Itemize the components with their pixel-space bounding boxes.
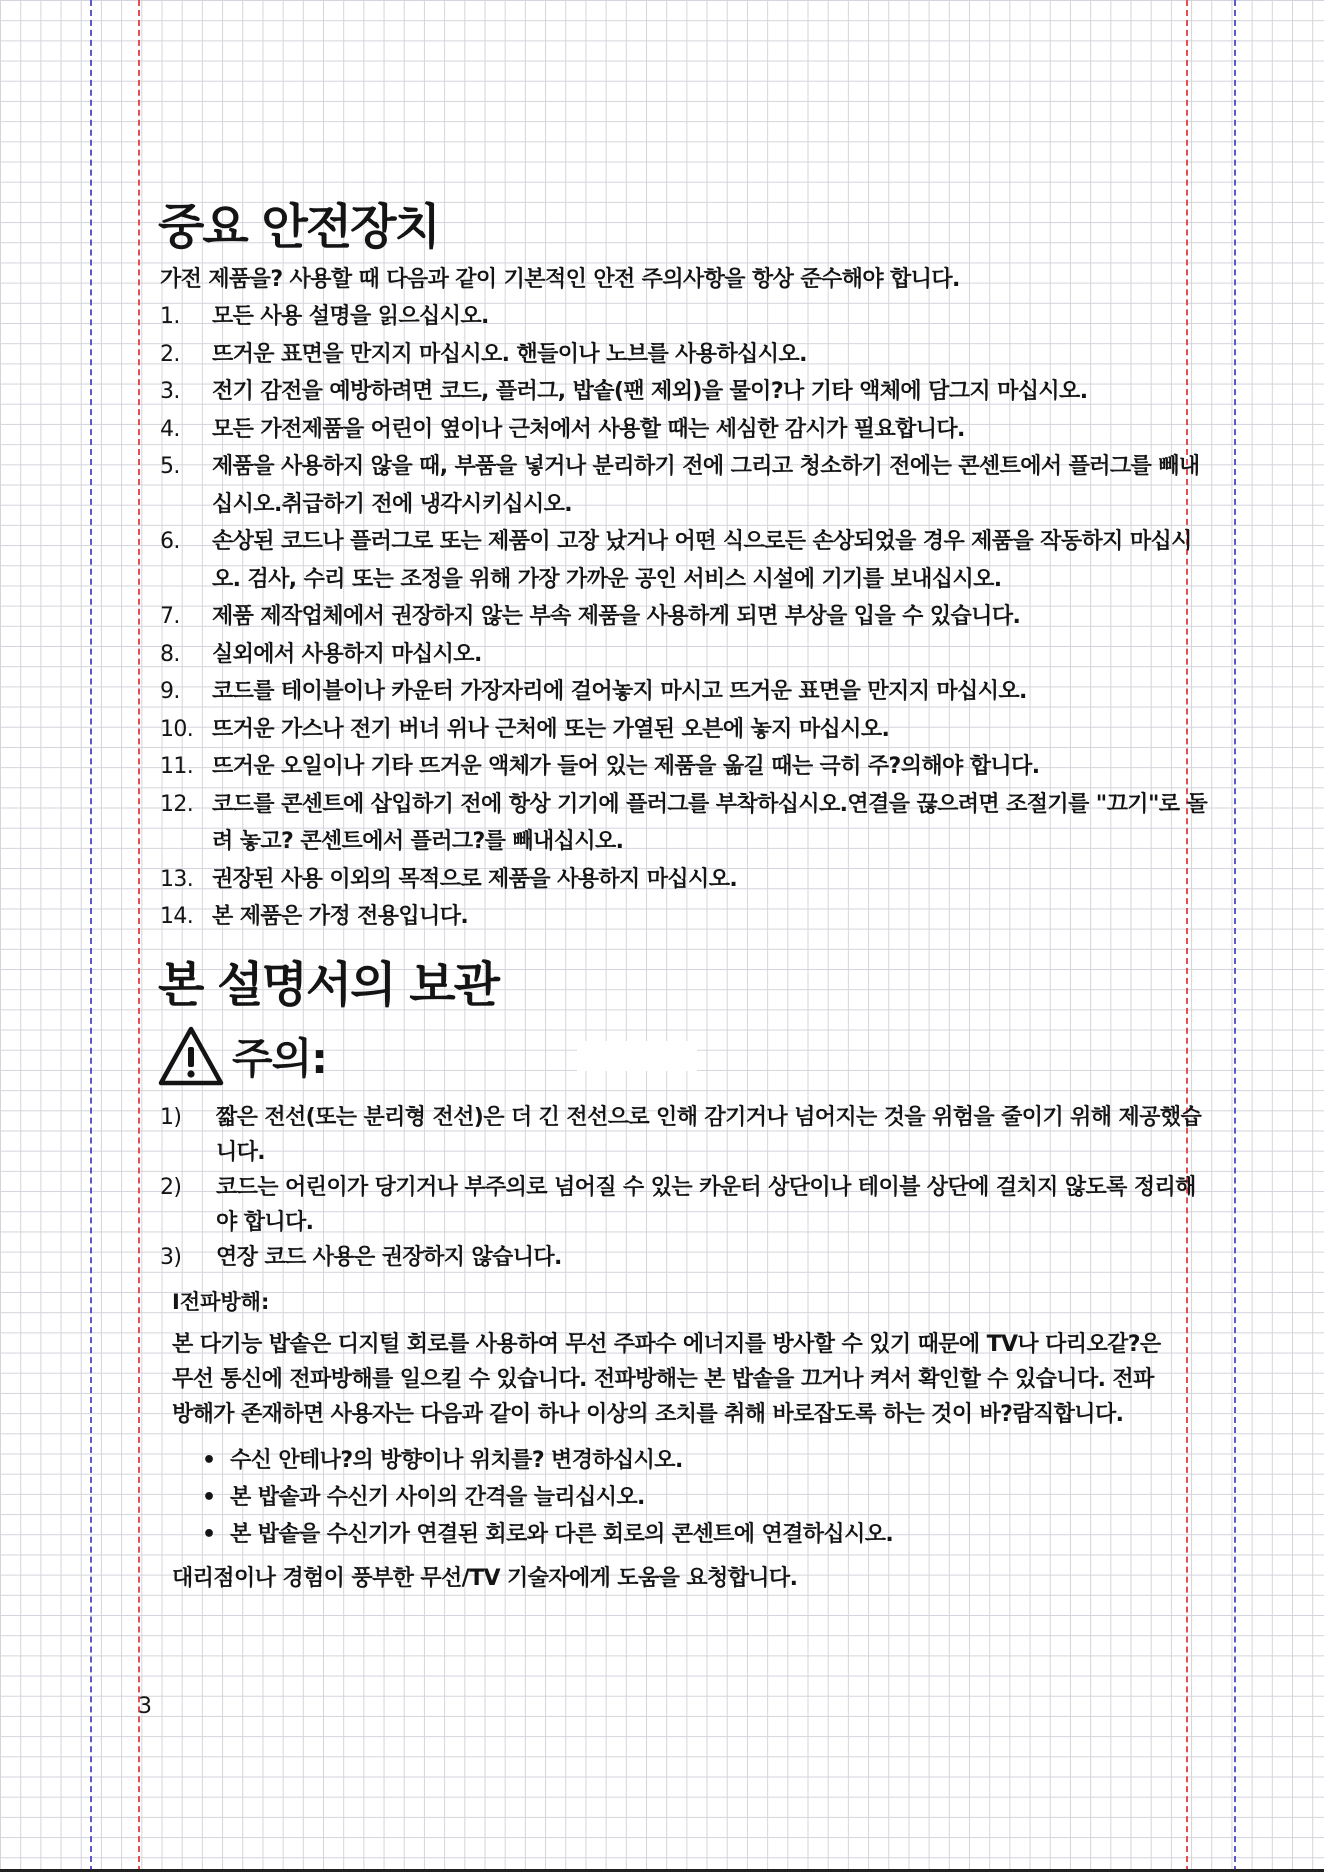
bullet-icon: •	[202, 1484, 216, 1510]
item-number: 2.	[160, 341, 180, 367]
item-text: 전기 감전을 예방하려면 코드, 플러그, 밥솥(팬 제외)을 물이?나 기타 액체에 담그지 마십시오.	[212, 379, 1088, 404]
safety-list	[158, 298, 1208, 936]
item-number: 1.	[160, 304, 180, 329]
list-item	[172, 1479, 1172, 1516]
item-text: 본 제품은 가정 전용입니다.	[212, 904, 469, 929]
intro-text: 가전 제품을? 사용할 때 다음과 같이 기본적인 안전 주의사항을 항상 준수해야 합니다.	[160, 267, 960, 292]
item-text: 연장 코드 사용은 권장하지 않습니다.	[216, 1244, 562, 1270]
rf-body: 본 다기능 밥솥은 디지털 회로를 사용하여 무선 주파수 에너지를 방사할 수 있기 때문에 TV나 다리오같?은 무선 통신에 전파방해를 일으킬 수 있습니다. 전파방해는 본 밥솥을 끄거나 켜서 확인할 수 있습니다. 전파방해가 존재하면 사용자는 다음과 같이 하나 이상의 조치를 취해 바로잡도록 하는 것이 바?람직합니다.	[172, 1331, 1161, 1427]
item-text: 코드를 콘센트에 삽입하기 전에 항상 기기에 플러그를 부착하십시오.연결을 끊으려면 조절기를 "끄기"로 돌려 놓고? 콘센트에서 플러그?를 빼내십시오.	[212, 791, 1208, 854]
item-number: 4.	[160, 416, 180, 442]
item-text: 본 밥솥을 수신기가 연결된 회로와 다른 회로의 콘센트에 연결하십시오.	[230, 1521, 894, 1547]
bullet-icon: •	[202, 1447, 216, 1473]
item-text: 모든 가전제품을 어린이 옆이나 근처에서 사용할 때는 세심한 감시가 필요합니다.	[212, 416, 965, 442]
item-text: 짧은 전선(또는 분리형 전선)은 더 긴 전선으로 인해 감기거나 넘어지는 것을 위험을 줄이기 위해 제공했습니다.	[216, 1104, 1202, 1165]
list-item	[158, 411, 1208, 449]
item-number: 2)	[160, 1174, 182, 1200]
item-text: 코드를 테이블이나 카운터 가장자리에 걸어놓지 마시고 뜨거운 표면을 만지지 마십시오.	[212, 679, 1027, 704]
item-number: 6.	[160, 529, 180, 554]
list-item	[172, 1442, 1172, 1479]
item-text: 뜨거운 표면을 만지지 마십시오. 핸들이나 노브를 사용하십시오.	[212, 341, 807, 367]
list-item	[158, 711, 1208, 749]
list-item	[158, 298, 1208, 336]
item-text: 코드는 어린이가 당기거나 부주의로 넘어질 수 있는 카운터 상단이나 테이블 상단에 걸치지 않도록 정리해야 합니다.	[216, 1174, 1196, 1235]
list-item	[158, 1100, 1208, 1170]
list-item	[158, 373, 1208, 411]
margin-guide-line	[1234, 0, 1236, 1872]
item-text: 수신 안테나?의 방향이나 위치를? 변경하십시오.	[230, 1447, 683, 1473]
list-item	[158, 898, 1208, 936]
item-number: 7.	[160, 604, 180, 629]
item-number: 12.	[160, 791, 194, 817]
item-number: 8.	[160, 641, 180, 667]
redaction-patch	[577, 1041, 697, 1071]
document-page	[158, 196, 1208, 1597]
item-number: 10.	[160, 716, 194, 742]
list-item	[158, 786, 1208, 861]
warning-triangle-icon	[158, 1025, 224, 1087]
item-number: 1)	[160, 1104, 182, 1130]
list-item	[172, 1516, 1172, 1553]
caution-heading	[158, 1020, 1208, 1092]
item-text: 제품 제작업체에서 권장하지 않는 부속 제품을 사용하게 되면 부상을 입을 수 있습니다.	[212, 604, 1021, 629]
item-text: 실외에서 사용하지 마십시오.	[212, 641, 482, 667]
item-text: 본 밥솥과 수신기 사이의 간격을 늘리십시오.	[230, 1484, 645, 1510]
item-text: 손상된 코드나 플러그로 또는 제품이 고장 났거나 어떤 식으로든 손상되었을 경우 제품을 작동하지 마십시오. 검사, 수리 또는 조정을 위해 가장 가까운 공인 서비스 시설에 기기를 보내십시오.	[212, 529, 1192, 592]
list-item	[158, 598, 1208, 636]
caution-list	[158, 1100, 1208, 1275]
list-item	[158, 1170, 1208, 1240]
item-number: 9.	[160, 679, 180, 704]
bullet-icon: •	[202, 1521, 216, 1547]
item-number: 3.	[160, 379, 180, 404]
item-number: 14.	[160, 904, 194, 929]
list-item	[158, 448, 1208, 523]
rf-bullet-list	[172, 1442, 1172, 1553]
item-number: 3)	[160, 1244, 182, 1270]
item-number: 5.	[160, 454, 180, 479]
list-item	[158, 336, 1208, 374]
page-number: 3	[138, 1694, 152, 1719]
item-text: 제품을 사용하지 않을 때, 부품을 넣거나 분리하기 전에 그리고 청소하기 전에는 콘센트에서 플러그를 빼내십시오.취급하기 전에 냉각시키십시오.	[212, 454, 1200, 517]
list-item	[158, 1240, 1208, 1275]
caution-label: 주의:	[232, 1033, 327, 1083]
item-text: 권장된 사용 이외의 목적으로 제품을 사용하지 마십시오.	[212, 866, 738, 892]
item-number: 13.	[160, 866, 194, 892]
item-text: 모든 사용 설명을 읽으십시오.	[212, 304, 489, 329]
margin-guide-line	[138, 0, 140, 1872]
item-number: 11.	[160, 754, 194, 779]
list-item	[158, 636, 1208, 674]
rf-interference-section	[172, 1285, 1172, 1597]
list-item	[158, 748, 1208, 786]
list-item	[158, 673, 1208, 711]
item-text: 뜨거운 가스나 전기 버너 위나 근처에 또는 가열된 오븐에 놓지 마십시오.	[212, 716, 890, 742]
rf-closing: 대리점이나 경험이 풍부한 무선/TV 기술자에게 도움을 요청합니다.	[172, 1565, 798, 1591]
rf-title: I전파방해:	[172, 1289, 270, 1314]
section-title-important-safeguards: 중요 안전장치	[158, 199, 439, 255]
list-item	[158, 523, 1208, 598]
section-title-keep-manual: 본 설명서의 보관	[158, 956, 498, 1013]
margin-guide-line	[90, 0, 92, 1872]
item-text: 뜨거운 오일이나 기타 뜨거운 액체가 들어 있는 제품을 옮길 때는 극히 주?의해야 합니다.	[212, 754, 1040, 779]
list-item	[158, 861, 1208, 899]
